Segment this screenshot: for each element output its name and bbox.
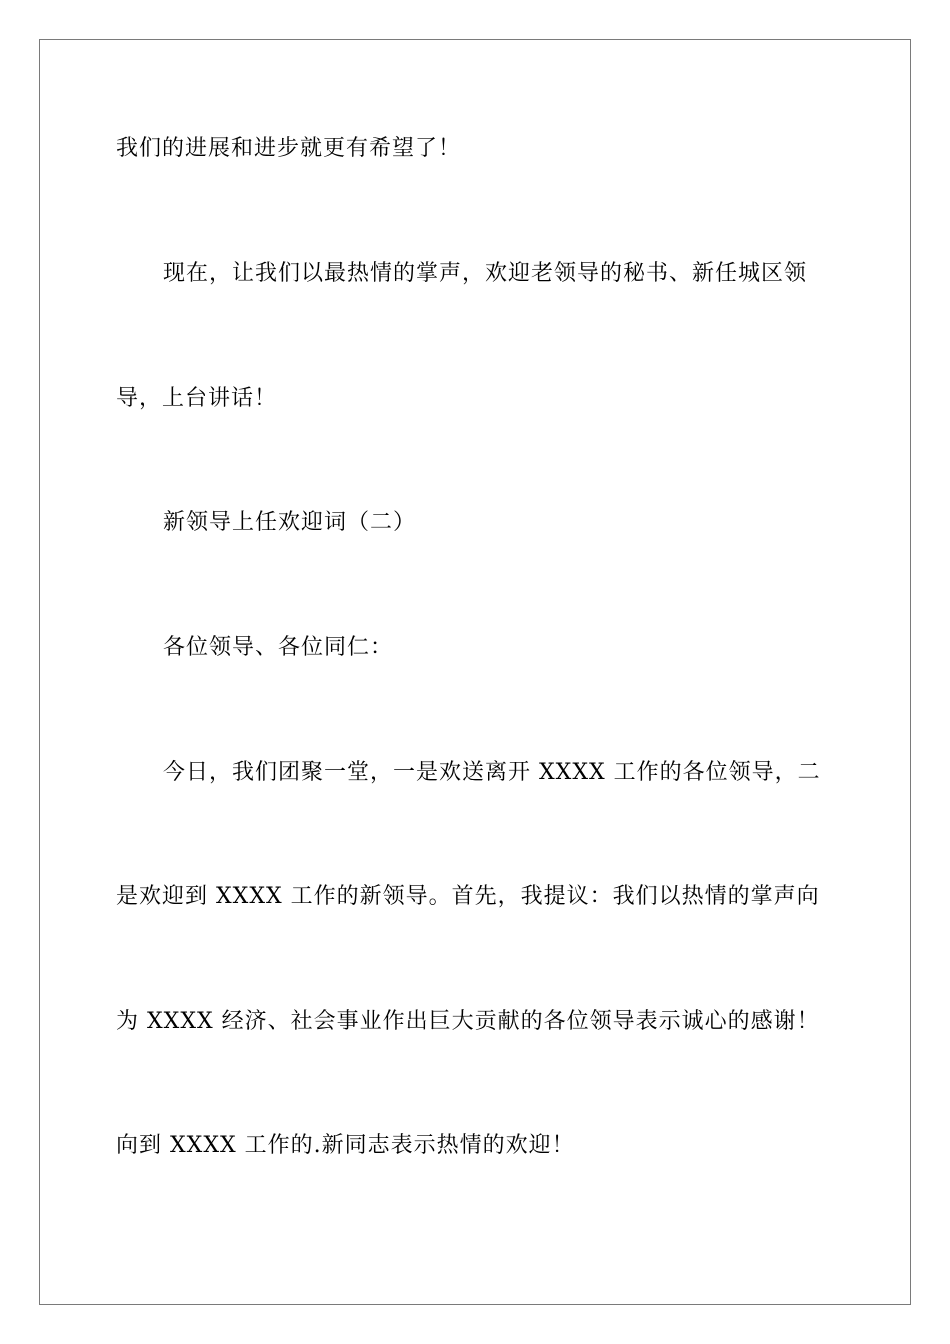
text-line-8: 为 XXXX 经济、社会事业作出巨大贡献的各位领导表示诚心的感谢！ <box>116 1009 820 1034</box>
text-line-9: 向到 XXXX 工作的.新同志表示热情的欢迎！ <box>116 1133 575 1158</box>
text-line-6: 今日，我们团聚一堂，一是欢送离开 XXXX 工作的各位领导，二 <box>163 760 821 785</box>
page-frame <box>39 39 911 1305</box>
text-line-7: 是欢迎到 XXXX 工作的新领导。首先，我提议：我们以热情的掌声向 <box>116 884 820 909</box>
text-line-3: 导，上台讲话！ <box>116 386 278 411</box>
text-line-2: 现在，让我们以最热情的掌声，欢迎老领导的秘书、新任城区领 <box>163 261 808 286</box>
salutation: 各位领导、各位同仁： <box>163 635 394 660</box>
section-heading: 新领导上任欢迎词（二） <box>163 510 417 535</box>
text-line-1: 我们的进展和进步就更有希望了！ <box>116 136 462 161</box>
